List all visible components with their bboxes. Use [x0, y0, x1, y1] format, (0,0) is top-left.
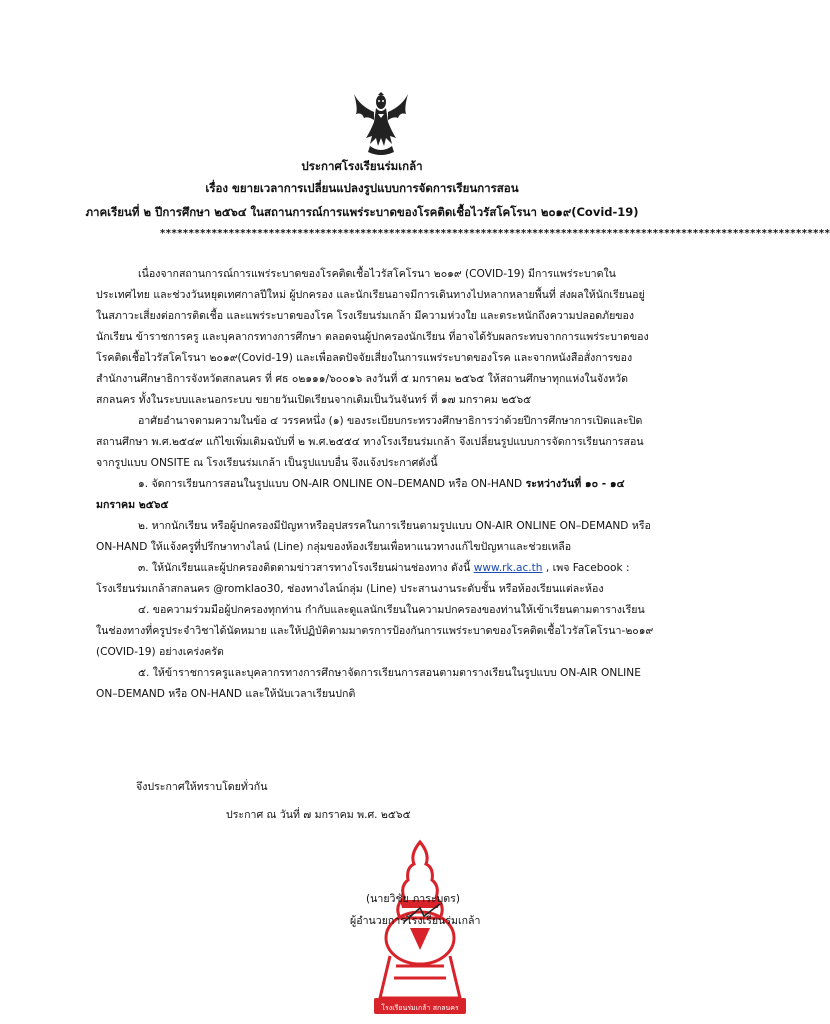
garuda-emblem-icon: [352, 92, 410, 158]
list-item-1: [96, 474, 656, 516]
list-item-4: ๔. ขอความร่วมมือผู้ปกครองทุกท่าน กำกับและดูแลนักเรียนในความปกครองของท่านให้เข้าเรียนตามตารางเรียนในช่องทางที่ครูประจำวิชาได้นัดหมาย และให้ปฏิบัติตามมาตรการป้องกันการแพร่ระบาดของโรคติดเชื้อไวรัสโคโรนา-๒๐๑๙ (COVID-19) อย่างเคร่งครัด: [96, 604, 654, 658]
school-website-link[interactable]: www.rk.ac.th: [473, 562, 543, 574]
doc-body: [96, 264, 656, 705]
seal-text: โรงเรียนร่มเกล้า สกลนคร: [381, 1004, 459, 1012]
paragraph-1: เนื่องจากสถานการณ์การแพร่ระบาดของโรคติดเชื้อไวรัสโคโรนา ๒๐๑๙ (COVID-19) มีการแพร่ระบาดในประเทศไทย และช่วงวันหยุดเทศกาลปีใหม่ ผู้ปกครอง และนักเรียนอาจมีการเดินทางไปหลากหลายพื้นที่ ส่งผลให้นักเรียนอยู่ในสภาวะเสี่ยงต่อการติดเชื้อ และแพร่ระบาดของโรค โรงเรียนร่มเกล้า มีความห่วงใย และตระหนักถึงความปลอดภัยของนักเรียน ข้าราชการครู และบุคลากรทางการศึกษา ตลอดจนผู้ปกครองนักเรียน ที่อาจได้รับผลกระทบจากการแพร่ระบาดของโรคติดเชื้อไวรัสโคโรนา ๒๐๑๙(Covid-19) และเพื่อลดปัจจัยเสี่ยงในการแพร่ระบาดของโรค และจากหนังสือสั่งการของสำนักงานศึกษาธิการจังหวัดสกลนคร ที่ ศธ ๐๒๑๑๑/๖๐๐๑๖ ลงวันที่ ๕ มกราคม ๒๕๖๕ ให้สถานศึกษาทุกแห่งในจังหวัดสกลนคร ทั้งในระบบและนอกระบบ ขยายวันเปิดเรียนจากเดิมเป็นวันจันทร์ ที่ ๑๗ มกราคม ๒๕๖๕: [96, 268, 649, 406]
closing-statement: จึงประกาศให้ทราบโดยทั่วกัน: [136, 781, 268, 793]
list-item-3-channels: , เพจ Facebook : โรงเรียนร่มเกล้าสกลนคร @romklao30, ช่องทางไลน์กลุ่ม (Line) ประสานงานระดับชั้น หรือห้องเรียนแต่ละห้อง: [96, 562, 630, 595]
signer-name: (นายวิชัย ภาระบุตร): [366, 893, 460, 905]
separator-line: *********************************************************************************************************************: [160, 228, 830, 239]
list-item-3: [96, 558, 656, 600]
list-item-1-text: ๑. จัดการเรียนการสอนในรูปแบบ ON-AIR ONLINE ON–DEMAND หรือ ON-HAND: [138, 478, 526, 490]
list-item-5: ๕. ให้ข้าราชการครูและบุคลากรทางการศึกษาจัดการเรียนการสอนตามตารางเรียนในรูปแบบ ON-AIR ONLINE ON–DEMAND หรือ ON-HAND และให้นับเวลาเรียนปกติ: [96, 667, 641, 700]
announce-date: ประกาศ ณ วันที่ ๗ มกราคม พ.ศ. ๒๕๖๕: [226, 809, 411, 821]
subject-line-1: เรื่อง ขยายเวลาการเปลี่ยนแปลงรูปแบบการจัดการเรียนการสอน: [205, 181, 519, 195]
list-item-2: ๒. หากนักเรียน หรือผู้ปกครองมีปัญหาหรืออุปสรรคในการเรียนตามรูปแบบ ON-AIR ONLINE ON–DEMAND หรือ ON-HAND ให้แจ้งครูที่ปรึกษาทางไลน์ (Line) กลุ่มของห้องเรียนเพื่อหาแนวทางแก้ไขปัญหาและช่วยเหลือ: [96, 520, 651, 553]
signer-title: ผู้อำนวยการโรงเรียนร่มเกล้า: [350, 915, 481, 927]
subject-line-2: ภาคเรียนที่ ๒ ปีการศึกษา ๒๕๖๔ ในสถานการณ์การแพร่ระบาดของโรคติดเชื้อไวรัสโคโรนา ๒๐๑๙(Covid-19): [85, 205, 639, 219]
list-item-1-dates: ระหว่างวันที่ ๑๐ - ๑๔ มกราคม ๒๕๖๕: [96, 478, 625, 511]
paragraph-2: อาศัยอำนาจตามความในข้อ ๔ วรรคหนึ่ง (๑) ของระเบียบกระทรวงศึกษาธิการว่าด้วยปีการศึกษาการเปิดและปิดสถานศึกษา พ.ศ.๒๕๔๙ แก้ไขเพิ่มเติมฉบับที่ ๒ พ.ศ.๒๕๕๔ ทางโรงเรียนร่มเกล้า จึงเปลี่ยนรูปแบบการจัดการเรียนการสอนจากรูปแบบ ONSITE ณ โรงเรียนร่มเกล้า เป็นรูปแบบอื่น จึงแจ้งประกาศดังนี้: [96, 415, 644, 469]
list-item-3-text: ๓. ให้นักเรียนและผู้ปกครองติดตามข่าวสารทางโรงเรียนผ่านช่องทาง ดังนี้: [138, 562, 474, 574]
doc-title: ประกาศโรงเรียนร่มเกล้า: [301, 159, 423, 173]
